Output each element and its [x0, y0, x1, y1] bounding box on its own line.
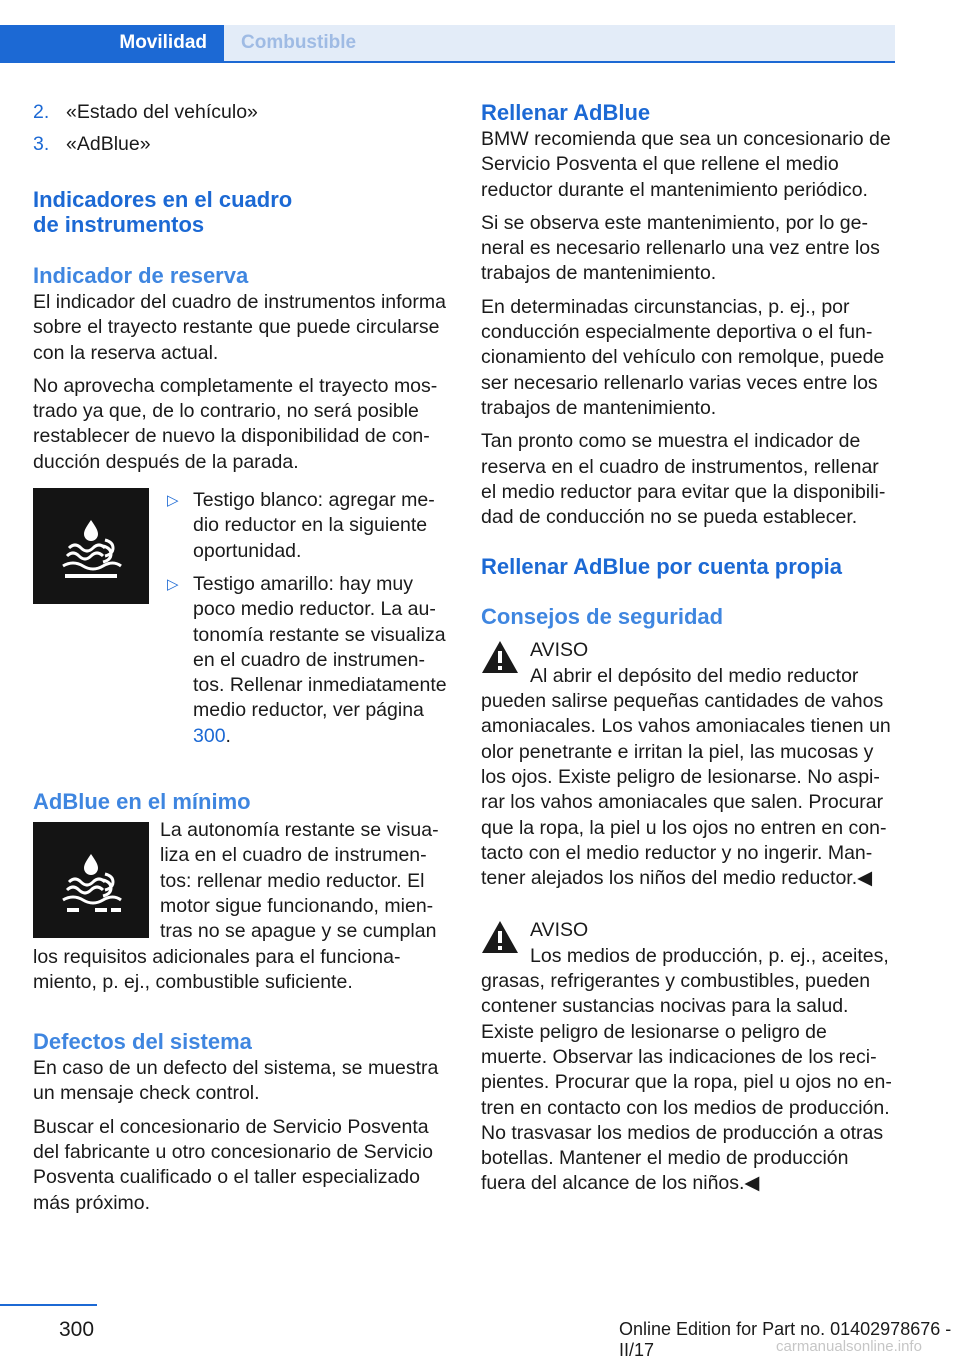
warning-text-first: Al abrir el depósito del medio reductor: [530, 664, 859, 687]
heading-consejos: Consejos de seguridad: [481, 604, 724, 630]
paragraph: En caso de un defecto del sistema, se muestra un mensaje check control.: [33, 1057, 439, 1105]
heading-line: de instrumentos: [33, 212, 205, 237]
paragraph: No aprovecha completamente el trayecto mostrado ya que, de lo contrario, no será posible restablecer de nuevo la disponibilidad de conducción después de la parada.: [33, 374, 438, 473]
indicator-bullets: [165, 488, 447, 757]
warning-title: AVISO: [530, 639, 589, 662]
step-item: [33, 100, 447, 132]
indicator-row: [33, 488, 447, 757]
warning-block: [481, 638, 897, 891]
warning-block: [481, 918, 897, 1196]
heading-indicadores: [33, 187, 447, 237]
warning-triangle-icon: [481, 920, 519, 954]
tab-combustible[interactable]: Combustible: [224, 25, 895, 61]
step-number: 2.: [33, 101, 50, 123]
adblue-fluid-icon: [33, 488, 149, 604]
warning-text: grasas, refrigerantes y combustibles, pueden contener sustancias nocivas para la salud. Existe peligro de lesionarse o peligro de muerte. Observar las indicaciones de los recipientes. Procurar que la ropa, piel u ojos no entren en contacto con los medios de producción. No trasvasar los medios de producción a otras botellas. Mantener el medio de producción fuera del alcance de los niños.◀: [481, 970, 892, 1195]
warning-text-first: Los medios de producción, p. ej., aceites,: [530, 944, 889, 967]
bullet-text: Testigo blanco: agregar medio reductor en la siguiente oportunidad.: [193, 489, 435, 562]
right-column: [481, 100, 897, 1197]
paragraph: En determinadas circunstancias, p. ej., por conducción especialmente deportiva o el funcionamiento del vehículo con remolque, puede ser necesario rellenarlo varias veces entre los trabajos de mantenimiento.: [481, 295, 885, 419]
heading-line: Indicadores en el cuadro: [33, 187, 293, 212]
bullet-text-main: Testigo amarillo: hay muy poco medio reductor. La autonomía restante se visualiza en el cuadro de instrumentos. Rellenar inmediatamente medio reductor, ver página: [193, 572, 447, 722]
heading-rellenar-propia: Rellenar AdBlue por cuenta propia: [481, 554, 843, 580]
step-text: «AdBlue»: [66, 133, 151, 155]
paragraph: BMW recomienda que sea un concesionario de Servicio Posventa el que rellene el medio reductor durante el mantenimiento periódico.: [481, 128, 891, 201]
watermark: carmanualsonline.info: [776, 1338, 922, 1355]
page-link[interactable]: 300: [193, 724, 226, 747]
footer-rule: [0, 1304, 97, 1306]
adblue-fluid-icon: [33, 822, 149, 938]
bullet-triangle-icon: ▷: [167, 492, 179, 510]
warning-text: pueden salirse pequeñas cantidades de vahos amoniacales. Los vahos amoniacales tienen un olor penetrante e irritan la piel, las mucosas y los ojos. Existe peligro de lesionarse. No aspirar los vahos amoniacales que salen. Procurar que la ropa, la piel u los ojos no entren en contacto con el medio reductor y no ingerir. Mantener alejados los niños del medio reductor.◀: [481, 690, 891, 890]
warning-triangle-icon: [481, 640, 519, 674]
bullet-text-end: .: [225, 724, 231, 747]
warning-title: AVISO: [530, 919, 589, 942]
left-column: [33, 100, 447, 1224]
step-text: «Estado del vehículo»: [66, 101, 258, 123]
paragraph: Buscar el concesionario de Servicio Posventa del fabricante u otro concesionario de Servicio Posventa cualificado o el taller especializado más próximo.: [33, 1115, 433, 1214]
bullet-text: [193, 572, 447, 749]
paragraph: Tan pronto como se muestra el indicador de reserva en el cuadro de instrumentos, rellenar el medio reductor para evitar que la disponibilidad de conducción no se pueda establecer.: [481, 430, 886, 529]
list-item: [165, 572, 447, 749]
heading-adblue-minimo: AdBlue en el mínimo: [33, 789, 251, 815]
minimo-block: [33, 818, 447, 995]
list-item: [165, 488, 447, 564]
paragraph: El indicador del cuadro de instrumentos informa sobre el trayecto restante que puede circularse con la reserva actual.: [33, 291, 446, 364]
bullet-triangle-icon: ▷: [167, 575, 179, 593]
edition-note: Online Edition for Part no. 01402978676 - II/17: [619, 1319, 952, 1360]
heading-rellenar-adblue: Rellenar AdBlue: [481, 100, 651, 125]
header-tabs: [0, 0, 895, 62]
paragraph: Si se observa este mantenimiento, por lo general es necesario rellenarlo una vez entre los trabajos de mantenimiento.: [481, 211, 880, 285]
step-number: 3.: [33, 133, 50, 155]
paragraph: La autonomía restante se visualiza en el cuadro de instrumentos: rellenar medio reductor. El motor sigue funcionando, mientras no se apague y se cumplan los requisitos adicionales para el funcionamiento, p. ej., combustible suficiente.: [33, 819, 439, 993]
heading-indicador-reserva: Indicador de reserva: [33, 263, 249, 288]
heading-defectos: Defectos del sistema: [33, 1029, 252, 1055]
header-rule: [0, 61, 895, 63]
tab-movilidad[interactable]: Movilidad: [0, 25, 224, 61]
page-number: 300: [59, 1318, 95, 1341]
step-item: [33, 132, 447, 164]
